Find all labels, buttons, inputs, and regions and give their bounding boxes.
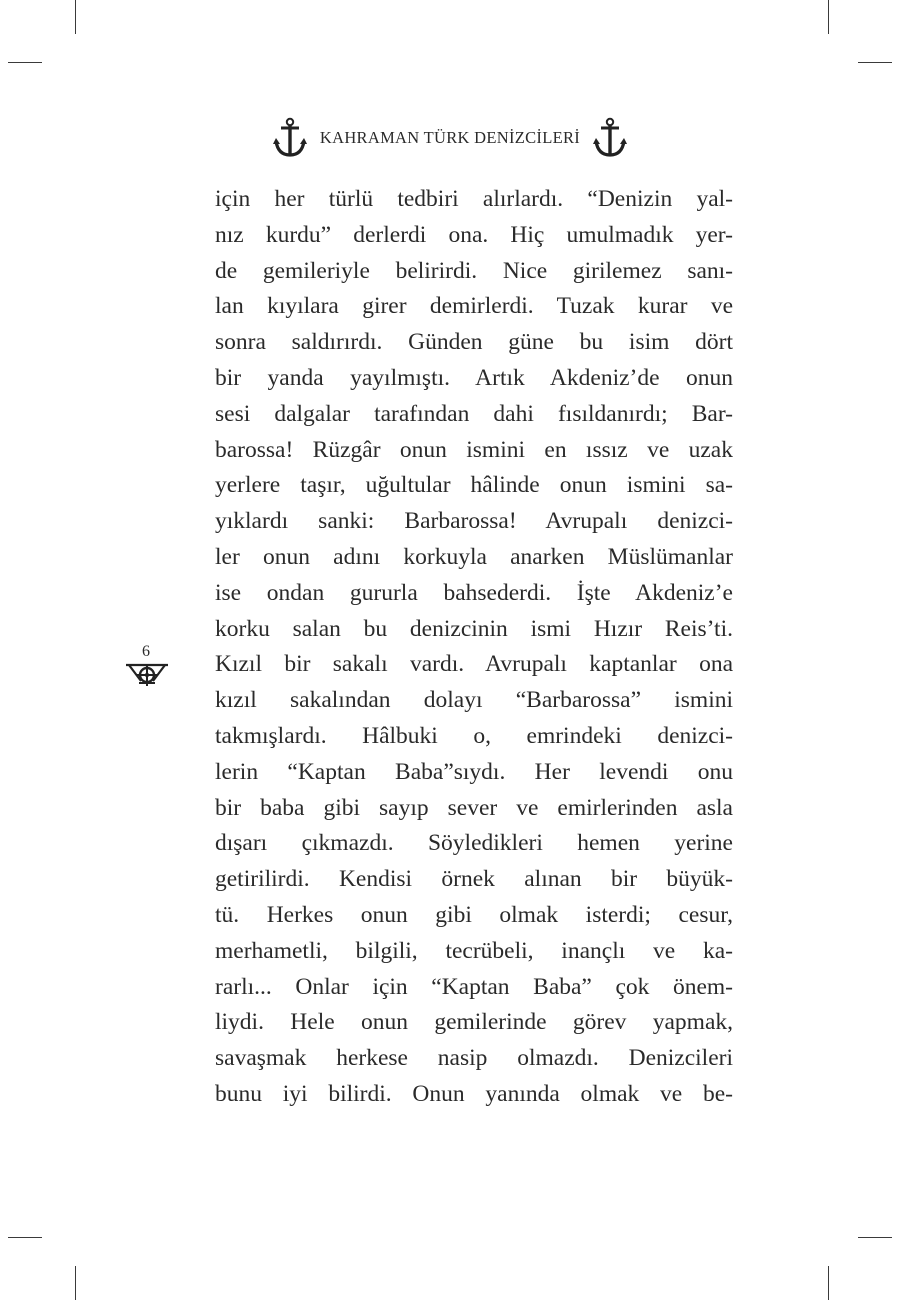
text-line: barossa! Rüzgâr onun ismini en ıssız ve uzak [215, 436, 733, 463]
text-line: kızıl sakalından dolayı “Barbarossa” ismini [215, 687, 733, 714]
text-line: Kızıl bir sakalı vardı. Avrupalı kaptanlar ona [215, 651, 733, 678]
text-line: getirilirdi. Kendisi örnek alınan bir büyük- [215, 866, 733, 893]
text-line: bir yanda yayılmıştı. Artık Akdeniz’de onun [215, 364, 733, 391]
text-line: tü. Herkes onun gibi olmak isterdi; cesur, [215, 901, 733, 928]
text-line: ise ondan gururla bahsederdi. İşte Akdeniz’e [215, 579, 733, 606]
page-number: 6 [142, 643, 150, 660]
ship-wheel-icon [124, 661, 170, 687]
text-line: savaşmak herkese nasip olmazdı. Denizcileri [215, 1045, 733, 1072]
text-line: sonra saldırırdı. Günden güne bu isim dört [215, 329, 733, 356]
text-line: yıklardı sanki: Barbarossa! Avrupalı denizci- [215, 508, 733, 535]
crop-mark [8, 62, 42, 63]
text-line: bunu iyi bilirdi. Onun yanında olmak ve be- [215, 1080, 733, 1107]
text-line: takmışlardı. Hâlbuki o, emrindeki denizci- [215, 722, 733, 749]
crop-mark [75, 1266, 76, 1300]
text-line: merhametli, bilgili, tecrübeli, inançlı ve ka- [215, 937, 733, 964]
text-line: bir baba gibi sayıp sever ve emirlerinden asla [215, 794, 733, 821]
crop-mark [858, 1237, 892, 1238]
text-line: için her türlü tedbiri alırlardı. “Denizin yal- [215, 186, 733, 212]
text-line: ler onun adını korkuyla anarken Müslümanlar [215, 543, 733, 570]
crop-mark [858, 62, 892, 63]
text-line: yerlere taşır, uğultular hâlinde onun ismini sa- [215, 472, 733, 499]
text-line: dışarı çıkmazdı. Söyledikleri hemen yerine [215, 830, 733, 857]
text-line: korku salan bu denizcinin ismi Hızır Reis’ti. [215, 615, 733, 642]
page-folio [120, 645, 176, 691]
anchor-icon [592, 117, 628, 159]
running-head [0, 117, 900, 159]
text-line: nız kurdu” derlerdi ona. Hiç umulmadık yer- [215, 221, 733, 248]
running-head-title: KAHRAMAN TÜRK DENİZCİLERİ [319, 128, 581, 147]
text-line: sesi dalgalar tarafından dahi fısıldanırdı; Bar- [215, 400, 733, 427]
text-line: liydi. Hele onun gemilerinde görev yapmak, [215, 1009, 733, 1036]
body-text [215, 182, 733, 1113]
anchor-icon [272, 117, 308, 159]
crop-mark [828, 0, 829, 34]
crop-mark [75, 0, 76, 34]
text-line: de gemileriyle belirirdi. Nice girilemez sanı- [215, 257, 733, 284]
text-line: lerin “Kaptan Baba”sıydı. Her levendi onu [215, 758, 733, 785]
crop-mark [828, 1266, 829, 1300]
text-line: rarlı... Onlar için “Kaptan Baba” çok önem- [215, 973, 733, 1000]
crop-mark [8, 1237, 42, 1238]
text-line: lan kıyılara girer demirlerdi. Tuzak kurar ve [215, 293, 733, 320]
